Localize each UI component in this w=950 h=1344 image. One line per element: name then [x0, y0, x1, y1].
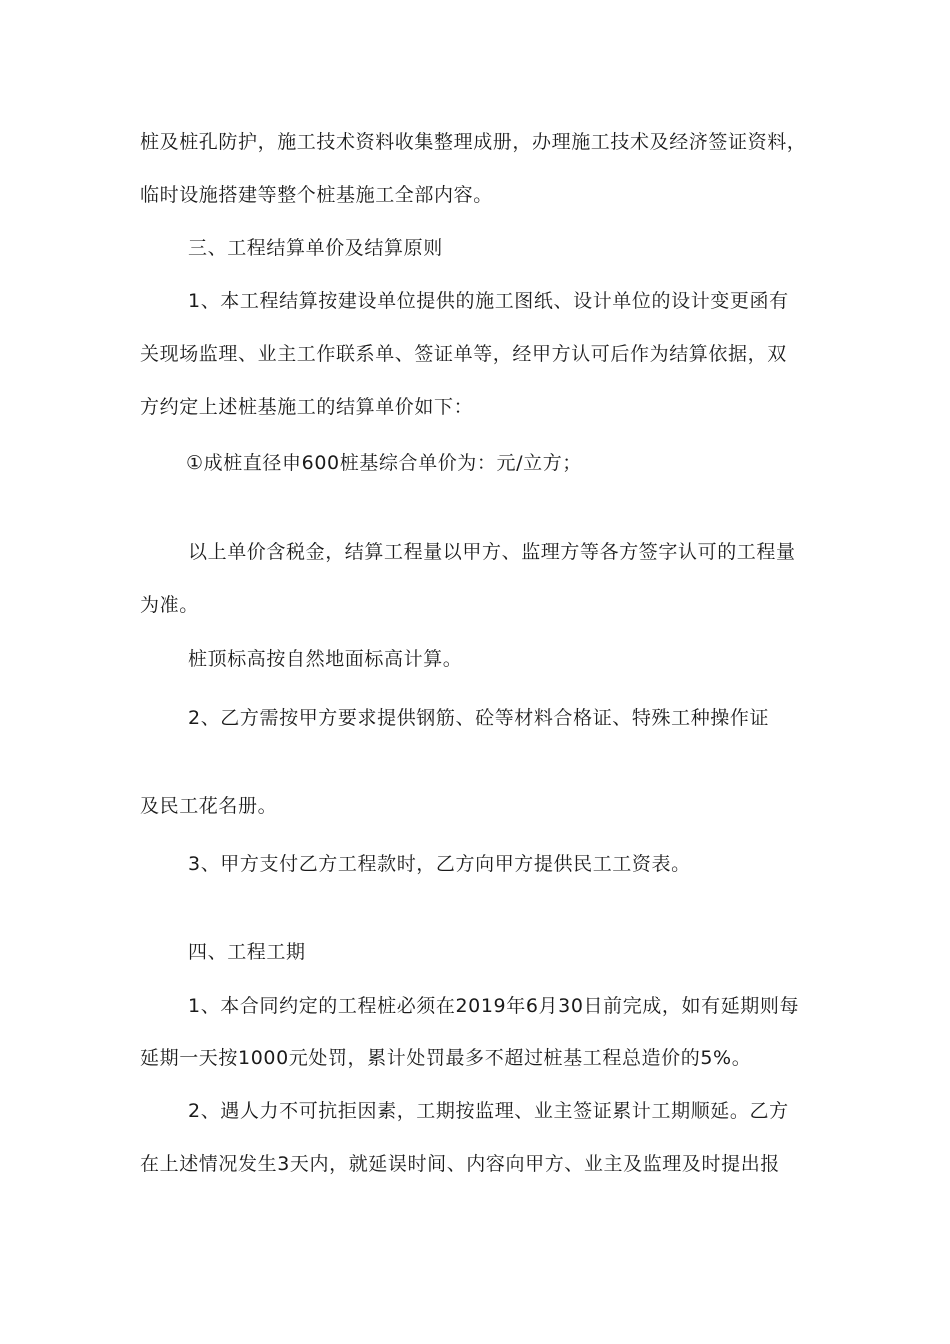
text-line: 桩及桩孔防护，施工技术资料收集整理成册，办理施工技术及经济签证资料， [140, 131, 807, 153]
text-line: 方约定上述桩基施工的结算单价如下： [140, 396, 474, 418]
text-line: 临时设施搭建等整个桩基施工全部内容。 [140, 184, 493, 206]
text-line: 2、乙方需按甲方要求提供钢筋、砼等材料合格证、特殊工种操作证 [188, 707, 770, 729]
text-line: 关现场监理、业主工作联系单、签证单等，经甲方认可后作为结算依据，双 [140, 343, 787, 365]
text-line: 1、本工程结算按建设单位提供的施工图纸、设计单位的设计变更函有 [188, 290, 789, 312]
text-line: 3、甲方支付乙方工程款时，乙方向甲方提供民工工资表。 [188, 853, 691, 875]
section-heading: 三、工程结算单价及结算原则 [188, 237, 443, 259]
text-line: 2、遇人力不可抗拒因素，工期按监理、业主签证累计工期顺延。乙方 [188, 1100, 789, 1122]
text-line: 1、本合同约定的工程桩必须在2019年6月30日前完成，如有延期则每 [188, 995, 800, 1017]
text-line: 以上单价含税金，结算工程量以甲方、监理方等各方签字认可的工程量 [188, 541, 796, 563]
text-line: ①成桩直径申600桩基综合单价为：元/立方； [186, 452, 582, 474]
text-line: 在上述情况发生3天内，就延误时间、内容向甲方、业主及监理及时提出报 [140, 1153, 780, 1175]
text-line: 延期一天按1000元处罚，累计处罚最多不超过桩基工程总造价的5%。 [140, 1047, 752, 1069]
text-line: 及民工花名册。 [140, 795, 278, 817]
text-line: 为准。 [140, 594, 199, 616]
section-heading: 四、工程工期 [188, 941, 306, 963]
text-line: 桩顶标高按自然地面标高计算。 [188, 648, 463, 670]
